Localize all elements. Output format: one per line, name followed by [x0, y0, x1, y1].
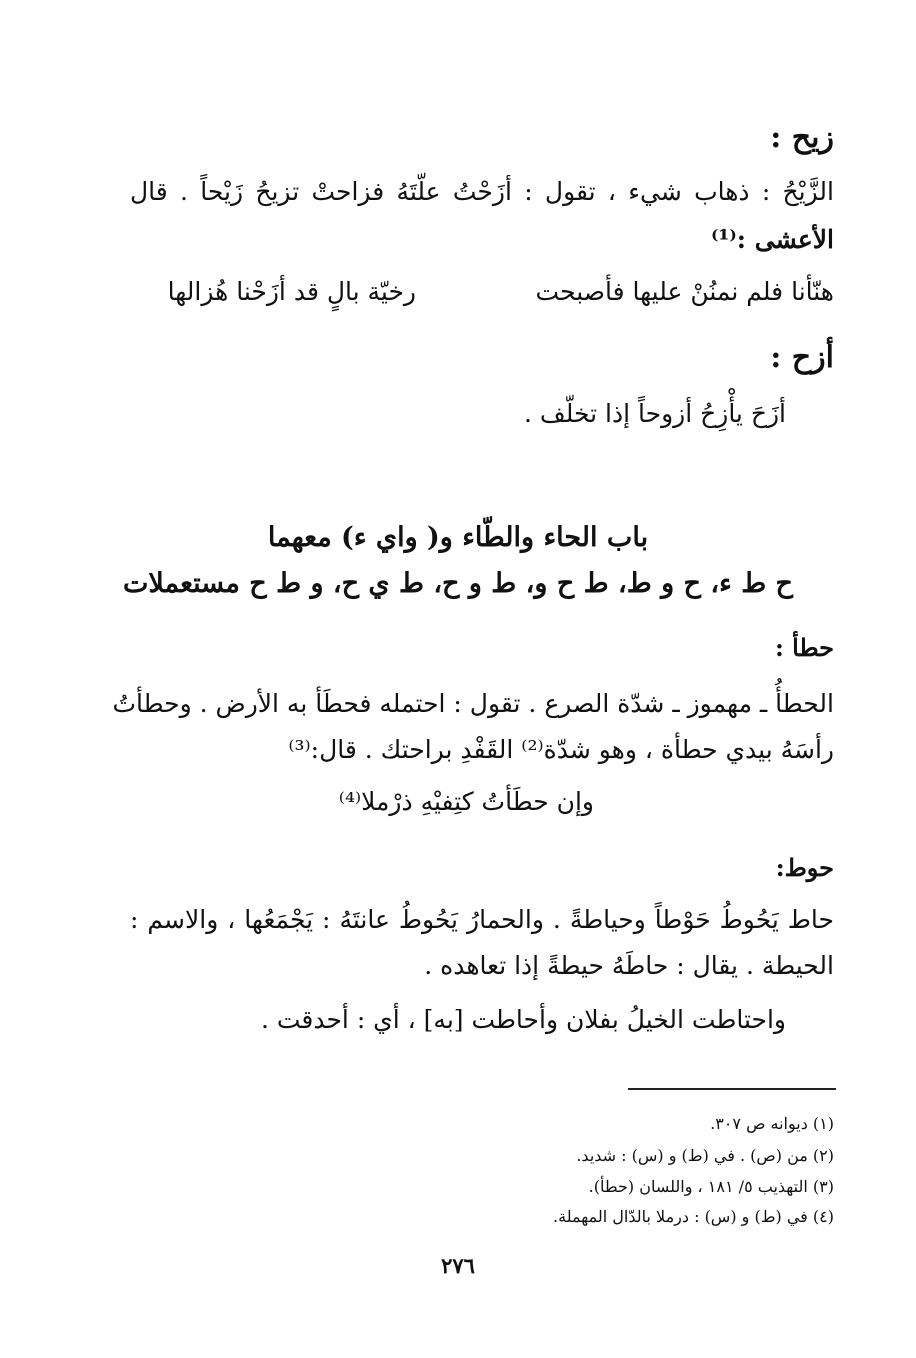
chapter-subtitle: ح ط ء، ح و ط، ط ح و، ط و ح، ط ي ح، و ط ح مستعملات — [122, 568, 793, 599]
entry-heading-azaha: أزح : — [770, 340, 834, 375]
entry-text-line: الزَّيْحُ : ذهاب شيء ، تقول : أزَحْتُ علّتَهُ فزاحتْ تزيحُ زَيْحاً . قال — [130, 177, 834, 206]
entry-text-line: حاط يَحُوطُ حَوْطاً وحياطةً . والحمارُ يَحُوطُ عانتَهُ : يَجْمَعُها ، والاسم : — [130, 905, 834, 934]
entry-heading-zayh: زيح : — [770, 120, 834, 155]
entry-text-line: رأسَهُ بيدي حطأة ، وهو شدّة⁽²⁾ القَفْدِ براحتك . قال:⁽³⁾ — [288, 735, 834, 764]
entry-heading-hawt: حوط: — [775, 853, 834, 882]
footnote-separator — [628, 1088, 836, 1090]
footnote-1: (١) ديوانه ص ٣٠٧. — [710, 1114, 834, 1133]
entry-heading-hata: حطأ : — [774, 633, 834, 662]
footnote-3: (٣) التهذيب ٥/ ١٨١ ، واللسان (حطأ). — [588, 1177, 834, 1196]
entry-text-line: أزَحَ يأْزِحُ أزوحاً إذا تخلّف . — [523, 399, 786, 428]
entry-text-line: الحيطة . يقال : حاطَهُ حيطةً إذا تعاهده . — [424, 951, 834, 980]
footnote-4: (٤) في (ط) و (س) : درملا بالدّال المهملة. — [553, 1207, 834, 1226]
page-number: ٢٧٦ — [441, 1253, 475, 1278]
entry-text-line: الأعشى :⁽¹⁾ — [710, 225, 834, 254]
footnote-2: (٢) من (ص) . في (ط) و (س) : شديد. — [576, 1146, 834, 1165]
chapter-title: باب الحاء والطّاء و( واي ء) معهما — [267, 522, 649, 553]
entry-text-line: الحطأُ ـ مهموز ـ شدّة الصرع . تقول : احتمله فحطَأ به الأرض . وحطأتُ — [112, 689, 834, 718]
entry-text-line: واحتاطت الخيلُ بفلان وأحاطت [به] ، أي : أحدقت . — [260, 1005, 786, 1034]
verse-line: وإن حطَأتُ كتِفيْهِ ذرْملا⁽⁴⁾ — [338, 787, 594, 816]
verse-hemistich-right: هنّأنا فلم نمنُنْ عليها فأصبحت — [535, 277, 834, 306]
verse-hemistich-left: رخيّة بالٍ قد أزَحْنا هُزالها — [167, 277, 416, 306]
